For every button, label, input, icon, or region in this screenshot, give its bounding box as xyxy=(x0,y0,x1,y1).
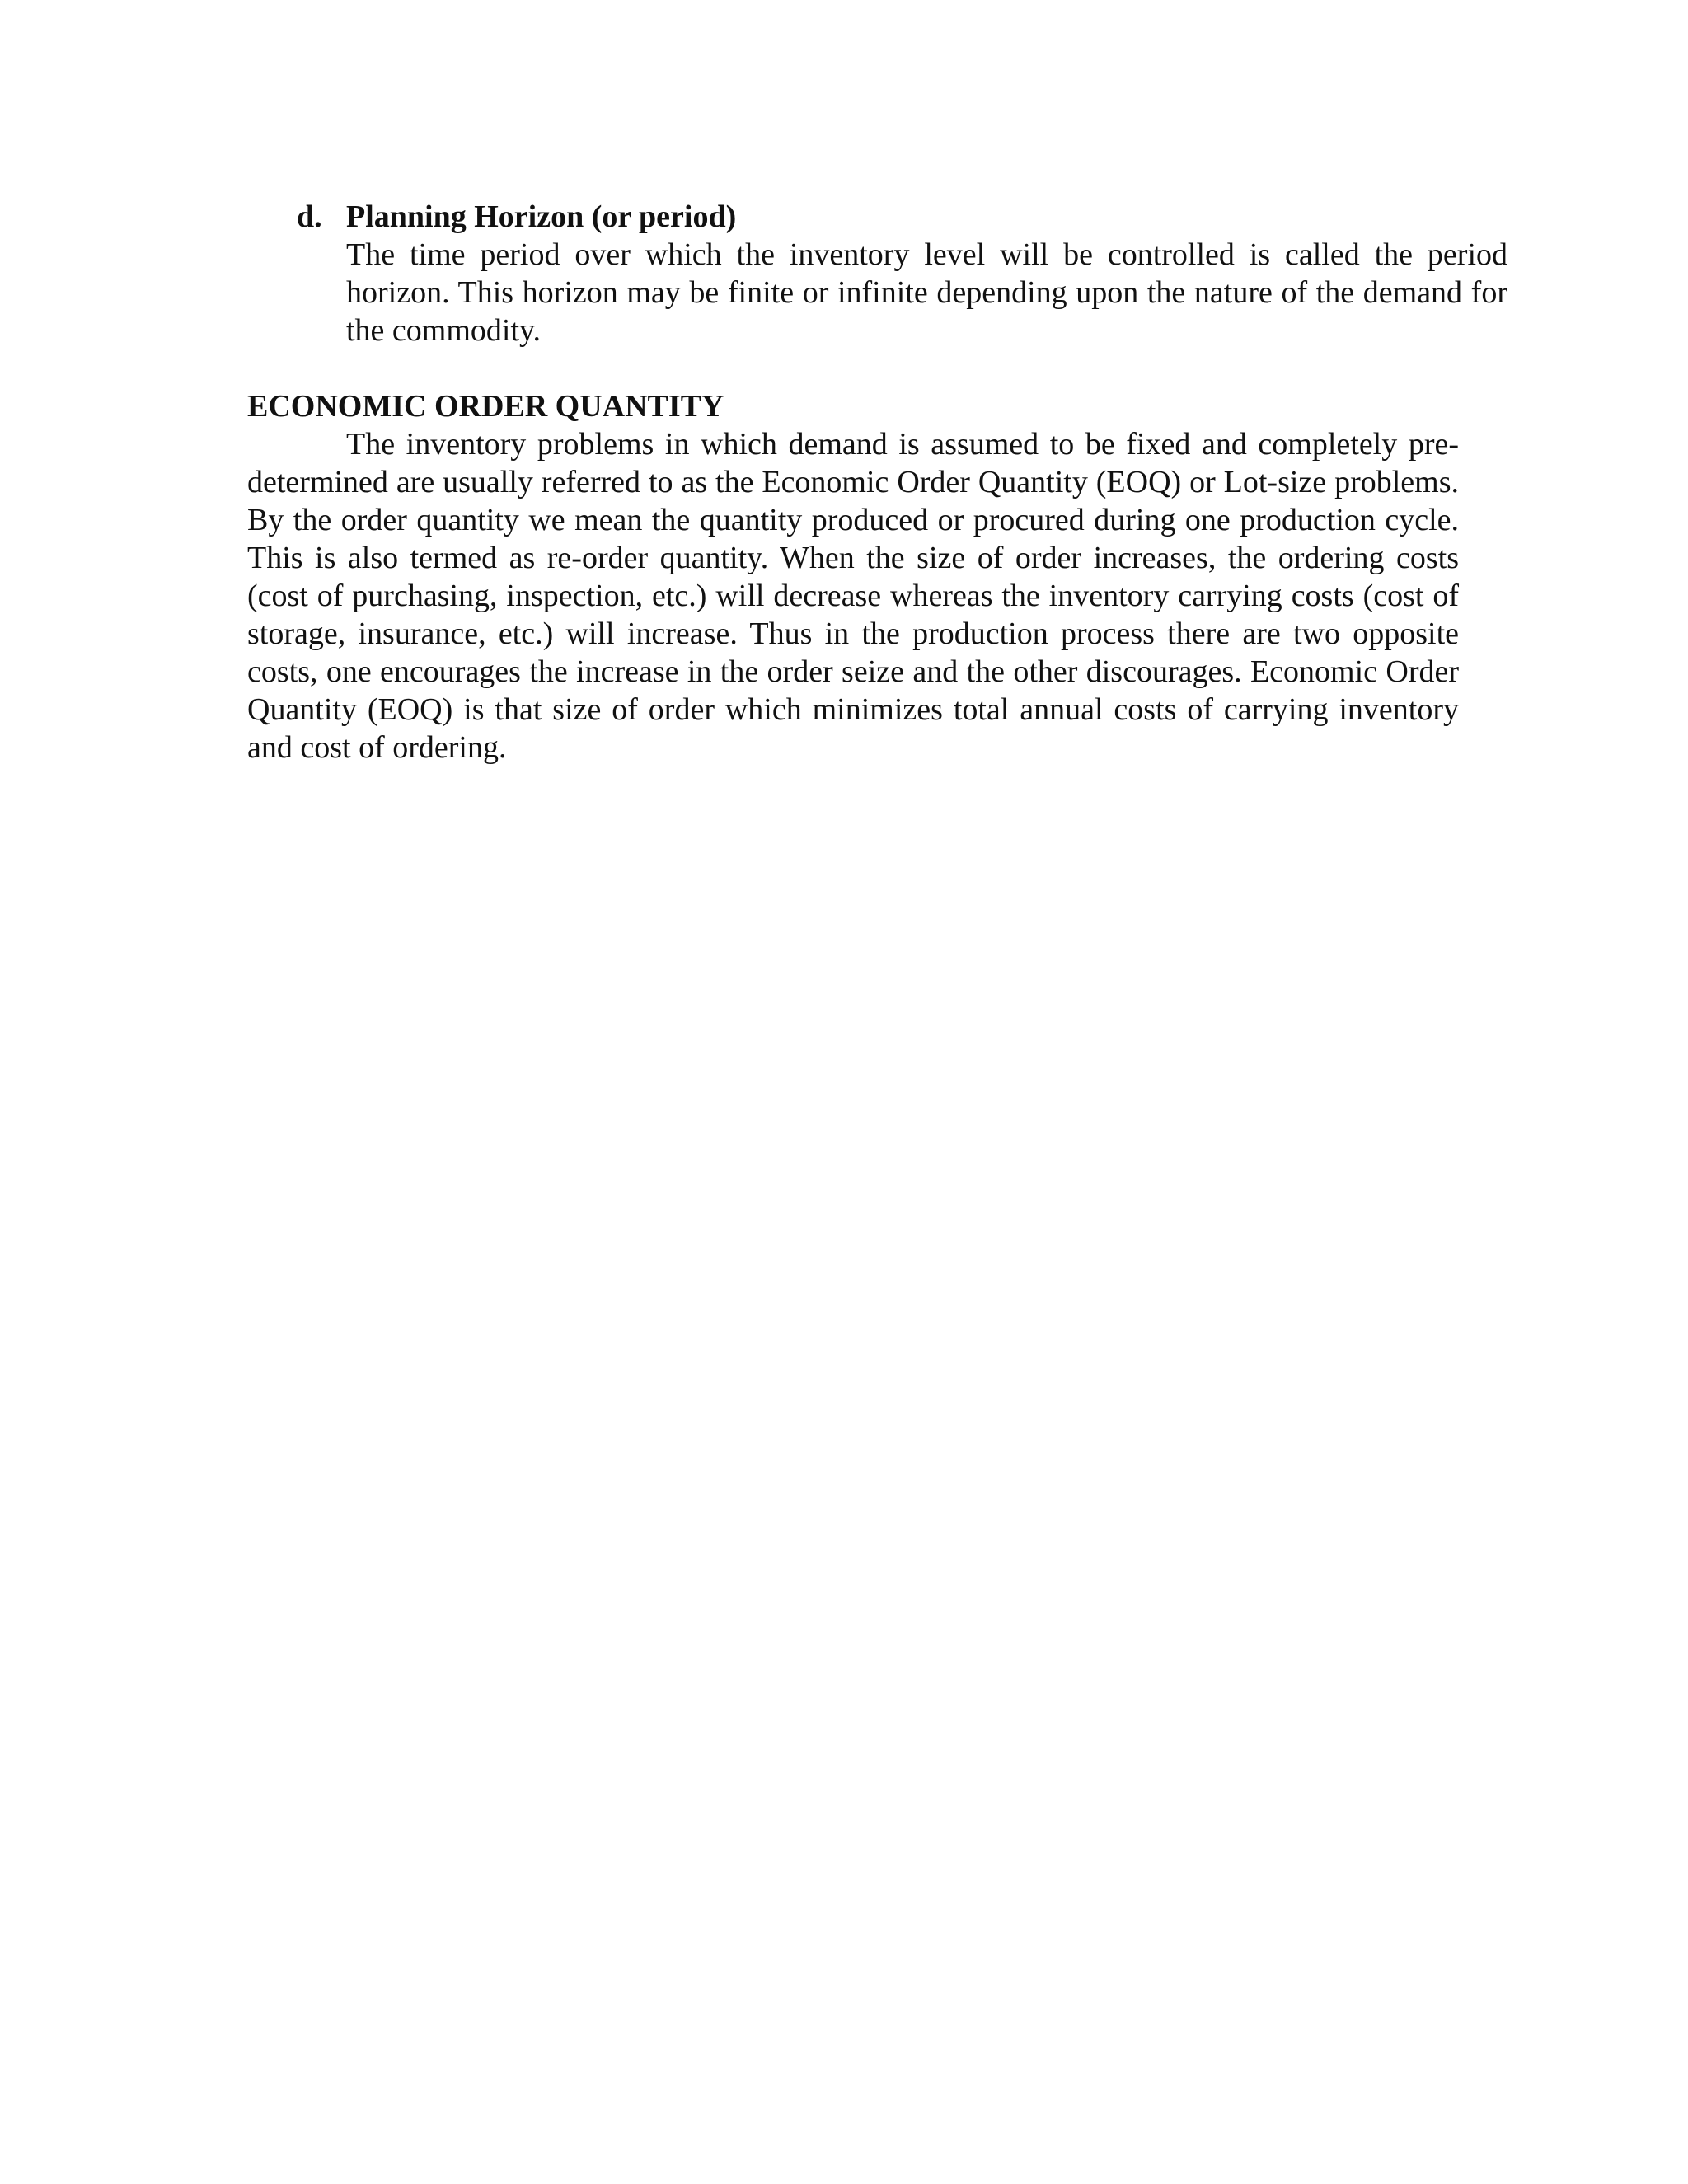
eoq-paragraph: The inventory problems in which demand is assumed to be fixed and completely pre-determined are usually referred to as the Economic Order Quantity (EOQ) or Lot-size problems. By the order quantity we mean the quantity produced or procured during one production cycle. This is also termed as re-order quantity. When the size of order increases, the ordering costs (cost of purchasing, inspection, etc.) will decrease whereas the inventory carrying costs (cost of storage, insurance, etc.) will increase. Thus in the production process there are two opposite costs, one encourages the increase in the order seize and the other discourages. Economic Order Quantity (EOQ) is that size of order which minimizes total annual costs of carrying inventory and cost of ordering. xyxy=(247,427,1459,765)
eoq-section-heading: ECONOMIC ORDER QUANTITY xyxy=(247,389,724,424)
planning-horizon-heading: Planning Horizon (or period) xyxy=(346,199,737,234)
planning-horizon-paragraph: The time period over which the inventory level will be controlled is called the period horizon. This horizon may be finite or infinite depending upon the nature of the demand for the commodity. xyxy=(346,237,1507,348)
eoq-section xyxy=(247,387,1459,766)
list-item-marker: d. xyxy=(297,199,322,234)
list-item-body xyxy=(346,198,1507,349)
